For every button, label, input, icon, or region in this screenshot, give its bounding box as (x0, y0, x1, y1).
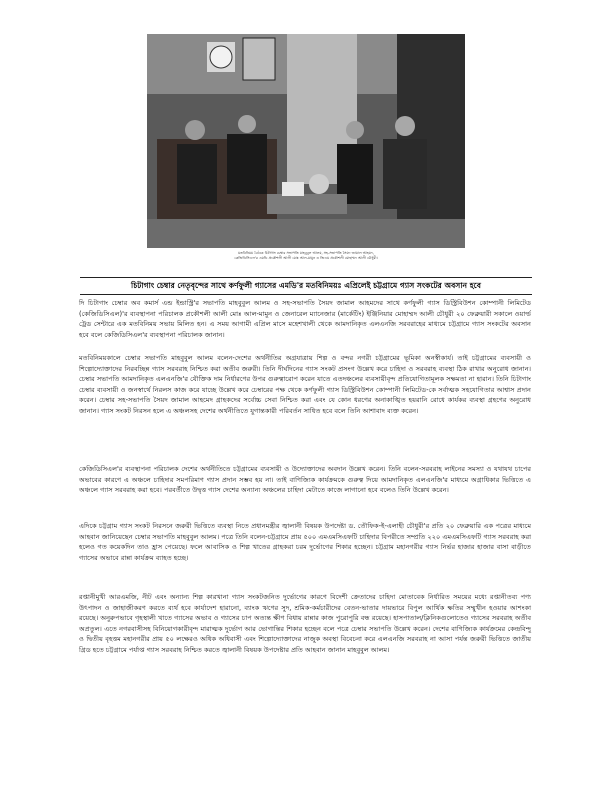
photo-caption (150, 251, 462, 261)
paragraph-2: মতবিনিময়কালে চেম্বার সভাপতি মাহবুবুল আলম বলেন-দেশের অর্থনীতির অগ্রযাত্রায় শিল্প ও বন্দর নগরী চট্টগ্রামের ভূমিকা অনস্বীকার্য। তাই চট্টগ্রামের ব্যবসায়ী ও শিল্পোদ্যোক্তাদের নিরবচ্ছিন্ন গ্যাস সরবরাহ নিশ্চিত করা অতীব জরুরী। তিনি দীর্ঘদিনের গ্যাস সংকট প্রসংগ উল্লেখ করে চাহিদা ও সরবরাহ ব্যবস্থা ঠিক রাখার অনুরোধ জানান। চেম্বার সভাপতি আমদানিকৃত এলএনজি'র যৌক্তিক দাম নির্ধারণের উপর গুরুত্বারোপ করেন যাতে এতদঞ্চলের ব্যবসায়ীবৃন্দ প্রতিযোগিতামূলক সক্ষমতা না হারান। তিনি চিটাগাং চেম্বার ব্যবসায়ী ও জনস্বার্থে নিরলস কাজ করে যাচ্ছে উল্লেখ করে চেম্বারের পক্ষ থেকে কর্ণফুলী গ্যাস ডিস্ট্রিবিউশন কোম্পানী লিমিটেড-কে সর্বাত্মক সহযোগিতার আশ্বাস প্রদান করেন। চেম্বার সহ-সভাপতি সৈয়দ জামাল আহমেদ গ্রাহকদের সর্বোচ্চ সেবা নিশ্চিত করা এবং যে কোন ধরণের অনাকাঙ্খিত হয়রানি রোধে কার্যকর ব্যবস্থা গ্রহণের অনুরোধ জানান। গ্যাস সংকট নিরসন হলে এ অঞ্চলসহ দেশের অর্থনীতিতে যুগান্তকারী পরিবর্তন সাধিত হবে বলে তিনি আশাবাদ ব্যক্ত করেন। (79, 354, 531, 415)
caption-line-2: কেজিডিসিএল'র এমডি প্রকৌশলী আলী মোঃ আল-মামুন ও জিএম প্রকৌশলী মোহাম্মদ আলী চৌধুরী। (234, 256, 378, 260)
paragraph-3: কেজিডিসিএল'র ব্যবস্থাপনা পরিচালক দেশের অর্থনীতিতে চট্টগ্রামের ব্যবসায়ী ও উদ্যোক্তাদের অবদান উল্লেখ করেন। তিনি বলেন-সরবরাহ লাইনের সমস্যা ও যথাযথ চাপের অভাবের কারণে এ অঞ্চলে চাহিদার সমপরিমাণ গ্যাস প্রদান সম্ভব হয় না। তাই বাণিজ্যিক কার্যক্রমকে গুরুত্ব দিয়ে আমদানিকৃত এলএনজি'র মাধ্যমে অগ্রাধিকার ভিত্তিতে এ অঞ্চলে গ্যাস সরবরাহ করা হবে। পরবর্তীতে উদ্বৃত্ত গ্যাস দেশের অন্যান্য অঞ্চলের চাহিদা মেটাতে কাজে লাগানো হবে বলেও তিনি উল্লেখ করেন। (79, 465, 531, 494)
meeting-photo (147, 34, 465, 248)
caption-line-1: মতবিনিময় বৈঠকে চিটাগাং চেম্বার সভাপতি মাহবুবুল আলম, সহ-সভাপতি সৈয়দ জামাল আহমদ, (238, 251, 374, 255)
meeting-photo-illustration (147, 34, 465, 248)
paragraph-1: দি চিটাগাং চেম্বার অব কমার্স এন্ড ইন্ডাস্ট্রি'র সভাপতি মাহবুবুল আলম ও সহ-সভাপতি সৈয়দ জামাল আহমদের সাথে কর্ণফুলী গ্যাস ডিস্ট্রিবিউশন কোম্পানী লিমিটেড (কেজিডিসিএল)'র ব্যবস্থাপনা পরিচালক প্রকৌশলী আলী মোঃ আল-মামুন ও জেনারেল ম্যানেজার (মার্কেটিং) ইঞ্জিনিয়ার মোহাম্মদ আলী চৌধুরী ২০ ফেব্রুয়ারী সকালে ওয়ার্ল্ড ট্রেড সেন্টারে এক মতবিনিময় সভায় মিলিত হন। এ সময় আগামী এপ্রিল মাসে মহেশখালী থেকে আমদানিকৃত এলএনজি সরবরাহের মাধ্যমে চট্টগ্রামে গ্যাস সংকটের অবসান হবে বলে কেজিডিসিএল'র ব্যবস্থাপনা পরিচালক জানান। (79, 299, 531, 339)
article-headline: চিটাগাং চেম্বার নেতৃবৃন্দের সাথে কর্ণফুলী গ্যাসের এমডি'র মতবিনিময়ঃ এপ্রিলেই চট্টগ্রামে গ্যাস সংকটের অবসান হবে (80, 277, 532, 295)
paragraph-5: রপ্তানীমুখী আরএমজি, নীট এবং অন্যান্য শিল্প কারখানা গ্যাস সংকটজনিত দুর্ভোগের কারণে বিদেশী ক্রেতাদের চাহিদা মোতাবেক নির্ধারিত সময়ের মধ্যে রপ্তানীতব্য পণ্য উৎপাদন ও জাহাজীকরণ করতে ব্যর্থ হবে কার্যাদেশ হারানো, ব্যাংক ঋণের সুদ, শ্রমিক-কর্মচারীদের বেতন-ভাতার দায়ভারে বিপুল আর্থিক ক্ষতির সম্মুখীন হওয়ার আশংকা রয়েছে। অনুরুপভাবে গৃহস্থালী খাতে গ্যাসের অভাব ও গ্যাসের চাপ অত্যন্ত ক্ষীণ বিধায় রান্নার কাজ পুরোপুরি বন্ধ রয়েছে। হাসপাতাল/ক্লিনিকগুলোতেও গ্যাসের সরবরাহ অতীব অপ্রতুল। এতে নগরবাসীসহ বিনিয়োগকারীবৃন্দ মারাত্মক দুর্ভোগ আর ভোগান্তির শিকার হচ্ছেন বলে পত্রে চেম্বার সভাপতি উল্লেখ করেন। দেশের বাণিজ্যিক কার্যক্রমের কেন্দ্রবিন্দু ও দ্বিতীয় বৃহত্তম মহানগরীর প্রায় ৫০ লক্ষেরও অধিক অধিবাসী এবং শিল্পোদ্যোক্তাদের নাজুক অবস্থা বিবেচনা করে এলএনজি সরবরাহ না আসা পর্যন্ত জরুরী ভিত্তিতে জাতীয় গ্রিড হতে চট্টগ্রামে পর্যাপ্ত গ্যাস সরবরাহ নিশ্চিত করতে জ্বালানী বিষয়ক উপদেষ্টার প্রতি আহবান জানান মাহবুবুল আলম। (79, 593, 531, 654)
paragraph-4: এদিকে চট্টগ্রাম গ্যাস সংকট নিরসনে জরুরী ভিত্তিতে ব্যবস্থা নিতে প্রধানমন্ত্রীর জ্বালানী বিষয়ক উপদেষ্টা ড. তৌফিক-ই-এলাহী চৌধুরী'র প্রতি ২০ ফেব্রুয়ারি এক পত্রের মাধ্যমে আহবান জানিয়েছেন চেম্বার সভাপতি মাহবুবুল আলম। পত্রে তিনি বলেন-চট্টগ্রামে প্রায় ৫০০ এমএমসিএফটি চাহিদার বিপরীতে সম্প্রতি ২২০ এমএমসিএফটি গ্যাস সরবরাহ করা হলেও গত কয়েকদিন তাও হ্রাস পেয়েছে। ফলে আবাসিক ও শিল্প খাতের গ্রাহকরা চরম দুর্ভোগের শিকার হচ্ছেন। চট্টগ্রাম মহানগরীর গ্যাস নির্ভর হাজার হাজার বাসা বাড়ীতে গ্যাসের অভাবে রান্না কার্যক্রম ব্যাহত হচ্ছে। (79, 522, 531, 562)
